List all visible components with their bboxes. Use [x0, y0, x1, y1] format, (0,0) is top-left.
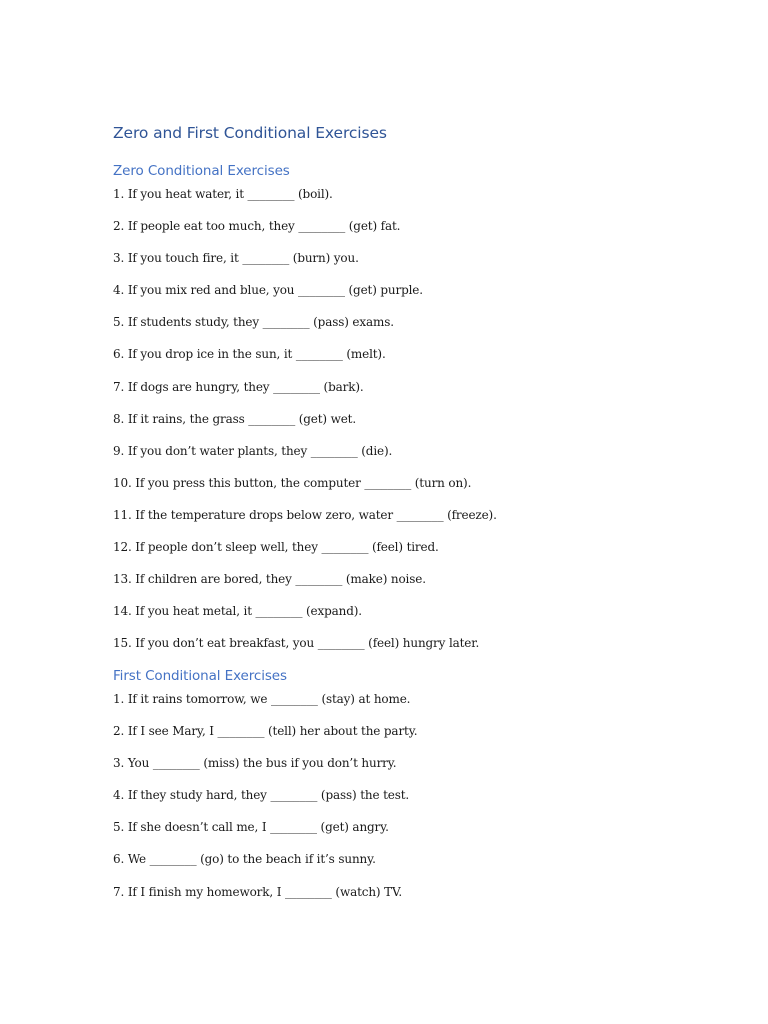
exercise-item: 1. If it rains tomorrow, we ________ (stay) at home.: [113, 692, 411, 706]
exercise-item: 5. If she doesn’t call me, I ________ (get) angry.: [113, 820, 389, 835]
exercise-item: 6. If you drop ice in the sun, it ________ (melt).: [113, 347, 386, 362]
exercise-item: 12. If people don’t sleep well, they ________ (feel) tired.: [113, 540, 439, 555]
exercise-item: 11. If the temperature drops below zero, water ________ (freeze).: [113, 507, 497, 522]
document-title: Zero and First Conditional Exercises: [113, 124, 387, 142]
exercise-item: 3. If you touch fire, it ________ (burn) you.: [113, 251, 359, 266]
exercise-item: 1. If you heat water, it ________ (boil).: [113, 187, 333, 201]
exercise-item: 15. If you don’t eat breakfast, you ________ (feel) hungry later.: [113, 636, 480, 651]
first-conditional-heading: First Conditional Exercises: [113, 668, 287, 684]
exercise-item: 5. If students study, they ________ (pass) exams.: [113, 315, 394, 330]
exercise-item: 7. If dogs are hungry, they ________ (bark).: [113, 379, 364, 394]
exercise-item: 9. If you don’t water plants, they ________ (die).: [113, 443, 393, 458]
first-conditional-list: [113, 691, 417, 916]
exercise-item: 4. If you mix red and blue, you ________ (get) purple.: [113, 283, 423, 298]
exercise-item: 10. If you press this button, the computer ________ (turn on).: [113, 475, 472, 490]
exercise-item: 13. If children are bored, they ________ (make) noise.: [113, 572, 426, 587]
exercise-item: 3. You ________ (miss) the bus if you don’t hurry.: [113, 756, 397, 771]
exercise-item: 8. If it rains, the grass ________ (get) wet.: [113, 411, 357, 426]
zero-conditional-heading: Zero Conditional Exercises: [113, 163, 290, 179]
exercise-item: 7. If I finish my homework, I ________ (watch) TV.: [113, 884, 403, 899]
zero-conditional-list: [113, 186, 497, 667]
exercise-item: 2. If I see Mary, I ________ (tell) her about the party.: [113, 724, 418, 739]
exercise-item: 14. If you heat metal, it ________ (expand).: [113, 604, 362, 619]
exercise-item: 4. If they study hard, they ________ (pass) the test.: [113, 788, 410, 803]
exercise-item: 2. If people eat too much, they ________ (get) fat.: [113, 219, 401, 234]
exercise-item: 6. We ________ (go) to the beach if it’s sunny.: [113, 852, 376, 867]
